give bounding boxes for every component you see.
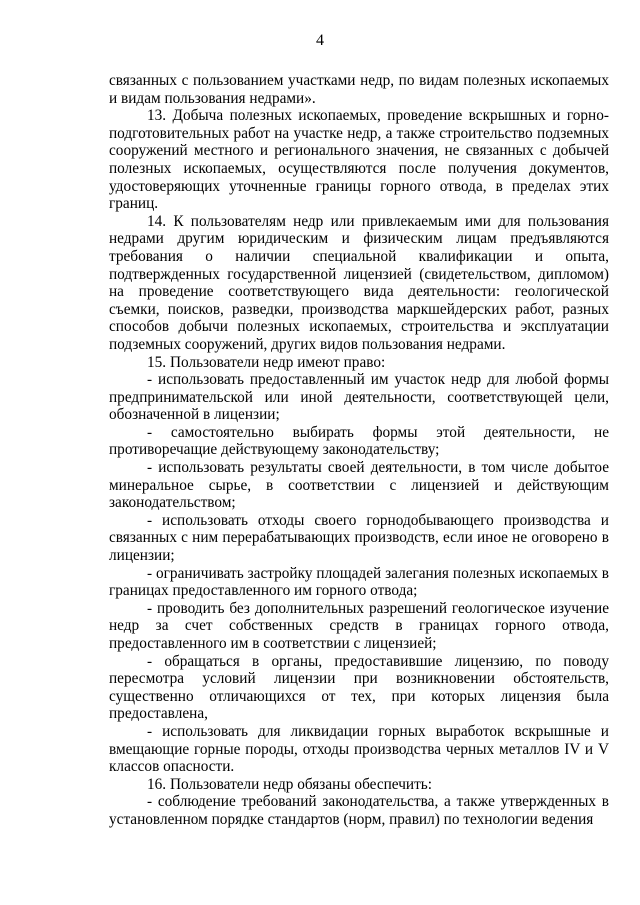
paragraph-item-15: 15. Пользователи недр имеют право: (147, 353, 386, 371)
page-number: 4 (316, 32, 324, 49)
rights-list-item: - самостоятельно выбирать формы этой деятельности, не противоречащие действующему законодательству; (109, 423, 609, 459)
rights-list-item: - проводить без дополнительных разрешений геологическое изучение недр за счет собственных средств в границах горного отвода, предоставленного им в соответствии с лицензией; (109, 599, 609, 652)
rights-list-item: - использовать для ликвидации горных выработок вскрышные и вмещающие горные породы, отходы производства черных металлов IV и V классов опасности. (109, 722, 609, 776)
rights-list-item: - использовать отходы своего горнодобывающего производства и связанных с ним перерабатывающих производств, если иное не оговорено в лицензии; (109, 511, 609, 565)
paragraph-item-14: 14. К пользователям недр или привлекаемым ими для пользования недрами другим юридическим и физическим лицам предъявляются требования о наличии специальной квалификации и опыта, подтвержденных государственной лицензией (свидетельством, дипломом) на проведение соответствующего вида деятельности: геологической съемки, поисков, разведки, производства маркшейдерских работ, разных способов добычи полезных ископаемых, строительства и эксплуатации подземных сооружений, других видов пользования недрами. (109, 212, 609, 353)
rights-list-item: - обращаться в органы, предоставившие лицензию, по поводу пересмотра условий лицензии при возникновении обстоятельств, существенно отличающихся от тех, при которых лицензия была предоставлена, (109, 652, 609, 723)
paragraph-item-13: 13. Добыча полезных ископаемых, проведение вскрышных и горно-подготовительных работ на участке недр, а также строительство подземных сооружений местного и регионального значения, не связанных с добычей полезных ископаемых, осуществляются после получения документов, удостоверяющих уточненные границы горного отвода, в пределах этих границ. (109, 107, 609, 213)
obligations-list-item: - соблюдение требований законодательства, а также утвержденных в установленном порядке стандартов (норм, правил) по технологии ведения (109, 793, 609, 828)
body-text (109, 72, 609, 829)
rights-list-item: - использовать предоставленный им участок недр для любой формы предпринимательской или иной деятельности, соответствующей цели, обозначенной в лицензии; (109, 371, 609, 424)
paragraph-continuation: связанных с пользованием участками недр, по видам полезных ископаемых и видам пользования недрами». (109, 72, 609, 107)
rights-list-item: - использовать результаты своей деятельности, в том числе добытое минеральное сырье, в соответствии с лицензией и действующим законодательством; (109, 459, 609, 512)
rights-list-item: - ограничивать застройку площадей залегания полезных ископаемых в границах предоставленного им горного отвода; (109, 564, 609, 600)
paragraph-item-16: 16. Пользователи недр обязаны обеспечить: (147, 775, 432, 793)
